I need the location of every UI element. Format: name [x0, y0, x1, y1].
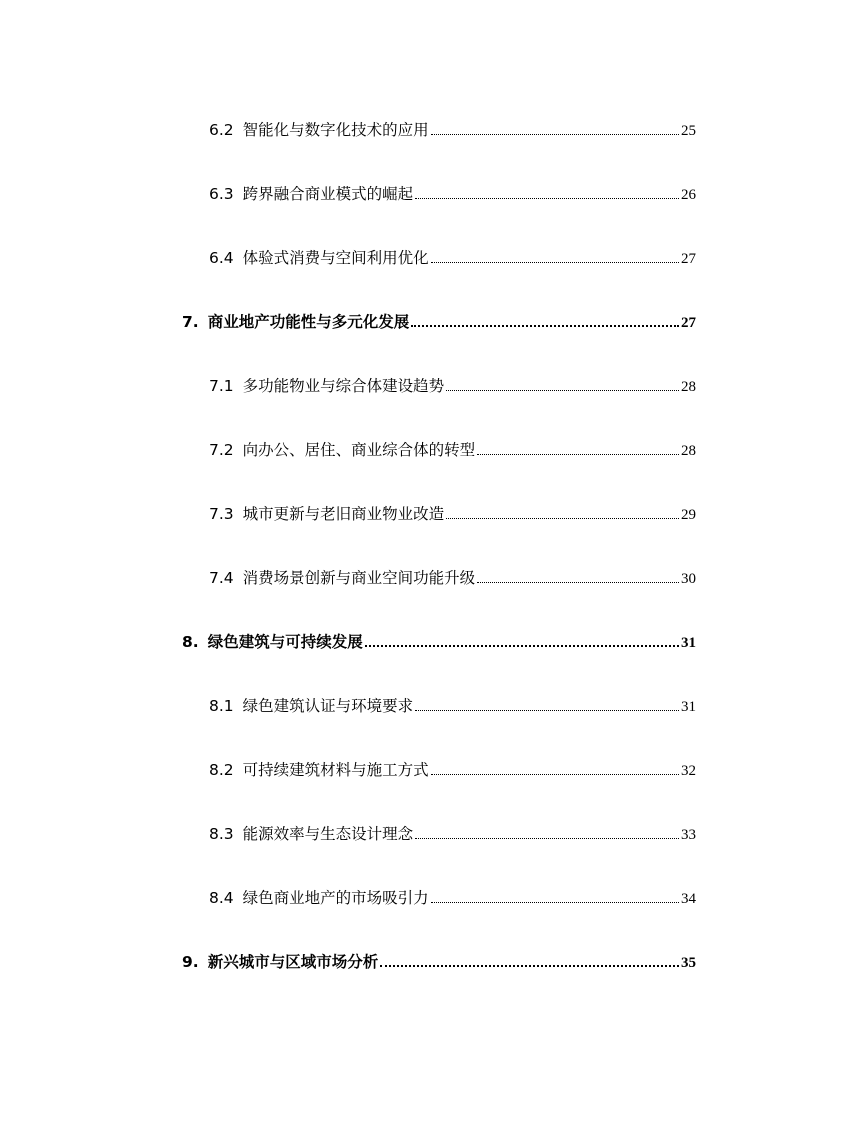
- toc-entry-number: 8.4: [209, 889, 234, 907]
- toc-entry-number: 6.2: [209, 121, 234, 139]
- toc-entry-8-1[interactable]: [209, 693, 696, 719]
- toc-entry-page: 27: [681, 315, 696, 331]
- toc-entry-number: 7.4: [209, 569, 234, 587]
- dot-leader: [431, 261, 679, 263]
- toc-entry-8[interactable]: [182, 629, 696, 655]
- toc-entry-title: 绿色商业地产的市场吸引力: [242, 889, 429, 907]
- dot-leader: [431, 901, 679, 903]
- toc-entry-8-4[interactable]: [209, 885, 696, 911]
- dot-leader: [477, 453, 679, 455]
- toc-entry-page: 31: [681, 635, 696, 651]
- dot-leader: [477, 581, 679, 583]
- toc-entry-page: 28: [681, 379, 696, 395]
- toc-entry-7-2[interactable]: [209, 437, 696, 463]
- dot-leader: [431, 773, 679, 775]
- toc-entry-title: 可持续建筑材料与施工方式: [242, 761, 429, 779]
- toc-entry-page: 28: [681, 443, 696, 459]
- toc-entry-number: 8.2: [209, 761, 234, 779]
- toc-entry-page: 33: [681, 827, 696, 843]
- dot-leader: [411, 324, 679, 327]
- toc-entry-title: 商业地产功能性与多元化发展: [207, 313, 410, 331]
- toc-entry-title: 绿色建筑认证与环境要求: [242, 697, 414, 715]
- toc-entry-6-2[interactable]: [209, 117, 696, 143]
- toc-entry-page: 34: [681, 891, 696, 907]
- toc-entry-number: 6.3: [209, 185, 234, 203]
- toc-entry-number: 8.: [182, 633, 199, 651]
- toc-entry-page: 35: [681, 955, 696, 971]
- toc-entry-title: 消费场景创新与商业空间功能升级: [242, 569, 476, 587]
- toc-entry-title: 能源效率与生态设计理念: [242, 825, 414, 843]
- dot-leader: [446, 389, 679, 391]
- toc-entry-7-3[interactable]: [209, 501, 696, 527]
- toc-entry-number: 7.1: [209, 377, 234, 395]
- dot-leader: [415, 837, 679, 839]
- toc-entry-6-4[interactable]: [209, 245, 696, 271]
- toc-entry-page: 30: [681, 571, 696, 587]
- toc-entry-7-1[interactable]: [209, 373, 696, 399]
- toc-entry-9[interactable]: [182, 949, 696, 975]
- toc-entry-number: 7.: [182, 313, 199, 331]
- toc-entry-page: 32: [681, 763, 696, 779]
- dot-leader: [415, 709, 679, 711]
- toc-entry-6-3[interactable]: [209, 181, 696, 207]
- dot-leader: [446, 517, 679, 519]
- toc-entry-number: 8.3: [209, 825, 234, 843]
- toc-entry-page: 26: [681, 187, 696, 203]
- toc-entry-7[interactable]: [182, 309, 696, 335]
- dot-leader: [431, 133, 679, 135]
- toc-entry-number: 8.1: [209, 697, 234, 715]
- toc-entry-title: 新兴城市与区域市场分析: [207, 953, 379, 971]
- toc-entry-8-3[interactable]: [209, 821, 696, 847]
- toc-entry-8-2[interactable]: [209, 757, 696, 783]
- dot-leader: [380, 964, 679, 967]
- toc-entry-title: 智能化与数字化技术的应用: [242, 121, 429, 139]
- toc-entry-title: 体验式消费与空间利用优化: [242, 249, 429, 267]
- toc-entry-page: 29: [681, 507, 696, 523]
- toc-entry-title: 向办公、居住、商业综合体的转型: [242, 441, 476, 459]
- toc-entry-page: 31: [681, 699, 696, 715]
- toc-entry-number: 7.3: [209, 505, 234, 523]
- toc-entry-7-4[interactable]: [209, 565, 696, 591]
- toc-entry-title: 城市更新与老旧商业物业改造: [242, 505, 445, 523]
- dot-leader: [365, 644, 679, 647]
- toc-entry-number: 9.: [182, 953, 199, 971]
- toc-entry-title: 跨界融合商业模式的崛起: [242, 185, 414, 203]
- toc-entry-title: 绿色建筑与可持续发展: [207, 633, 363, 651]
- toc-entry-page: 25: [681, 123, 696, 139]
- toc-entry-number: 7.2: [209, 441, 234, 459]
- dot-leader: [415, 197, 679, 199]
- toc-entry-title: 多功能物业与综合体建设趋势: [242, 377, 445, 395]
- toc-entry-page: 27: [681, 251, 696, 267]
- toc-entry-number: 6.4: [209, 249, 234, 267]
